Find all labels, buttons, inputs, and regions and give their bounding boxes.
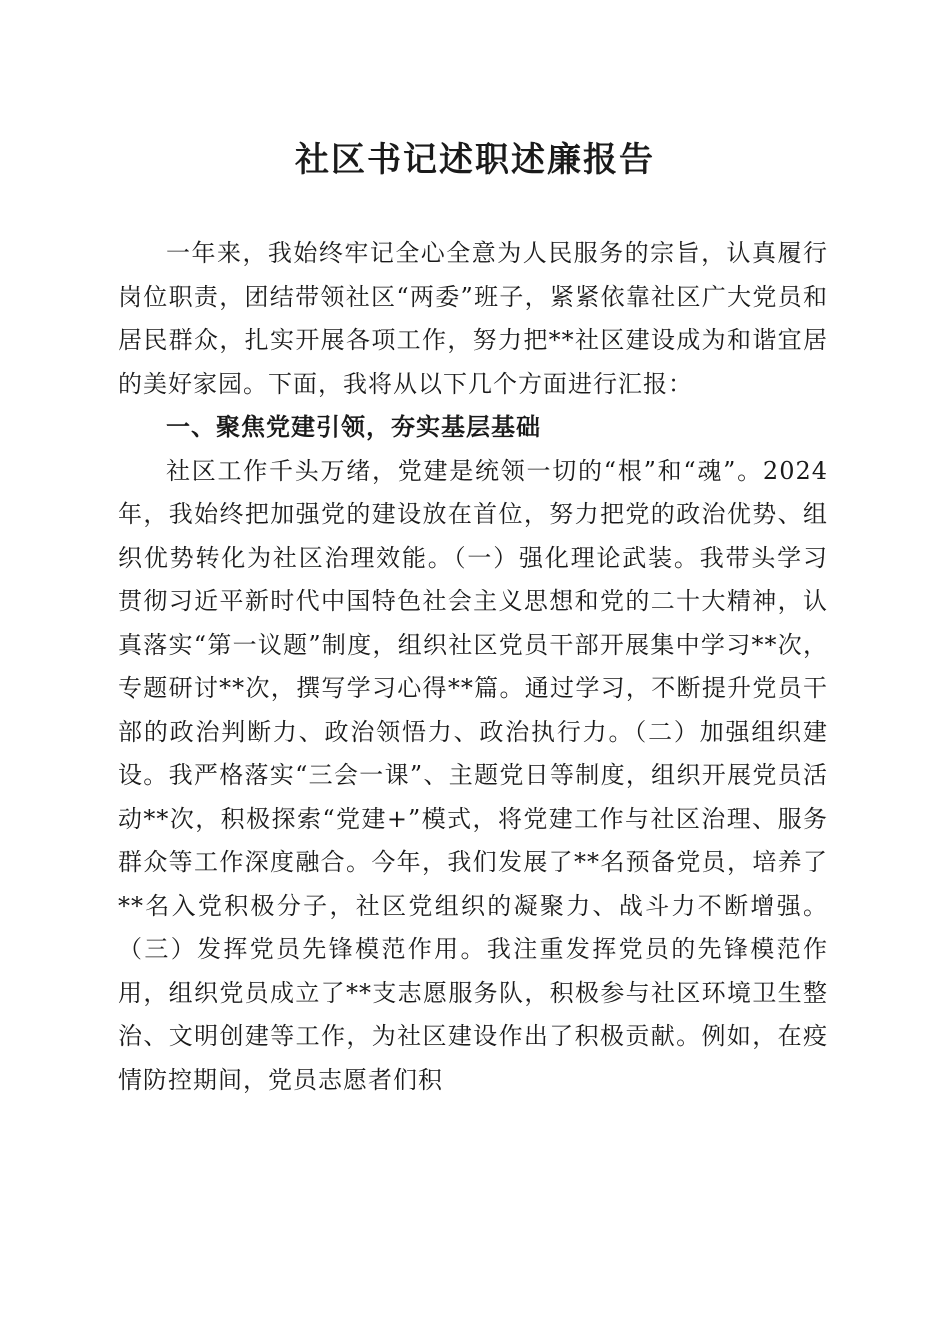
section-1-paragraph: 社区工作千头万绪，党建是统领一切的“根”和“魂”。2024年，我始终把加强党的建设放在首位，努力把党的政治优势、组织优势转化为社区治理效能。（一）强化理论武装。我带头学习贯彻习近平新时代中国特色社会主义思想和党的二十大精神，认真落实“第一议题”制度，组织社区党员干部开展集中学习**次，专题研讨**次，撰写学习心得**篇。通过学习，不断提升党员干部的政治判断力、政治领悟力、政治执行力。（二）加强组织建设。我严格落实“三会一课”、主题党日等制度，组织开展党员活动**次，积极探索“党建+”模式，将党建工作与社区治理、服务群众等工作深度融合。今年，我们发展了**名预备党员，培养了**名入党积极分子，社区党组织的凝聚力、战斗力不断增强。（三）发挥党员先锋模范作用。我注重发挥党员的先锋模范作用，组织党员成立了**支志愿服务队，积极参与社区环境卫生整治、文明创建等工作，为社区建设作出了积极贡献。例如，在疫情防控期间，党员志愿者们积	[118, 456, 828, 1094]
intro-paragraph: 一年来，我始终牢记全心全意为人民服务的宗旨，认真履行岗位职责，团结带领社区“两委”班子，紧紧依靠社区广大党员和居民群众，扎实开展各项工作，努力把**社区建设成为和谐宜居的美好家园。下面，我将从以下几个方面进行汇报：	[118, 239, 828, 398]
document-title: 社区书记述职述廉报告	[295, 140, 655, 180]
document-body	[118, 232, 828, 1102]
section-1-heading: 一、聚焦党建引领，夯实基层基础	[166, 413, 541, 441]
